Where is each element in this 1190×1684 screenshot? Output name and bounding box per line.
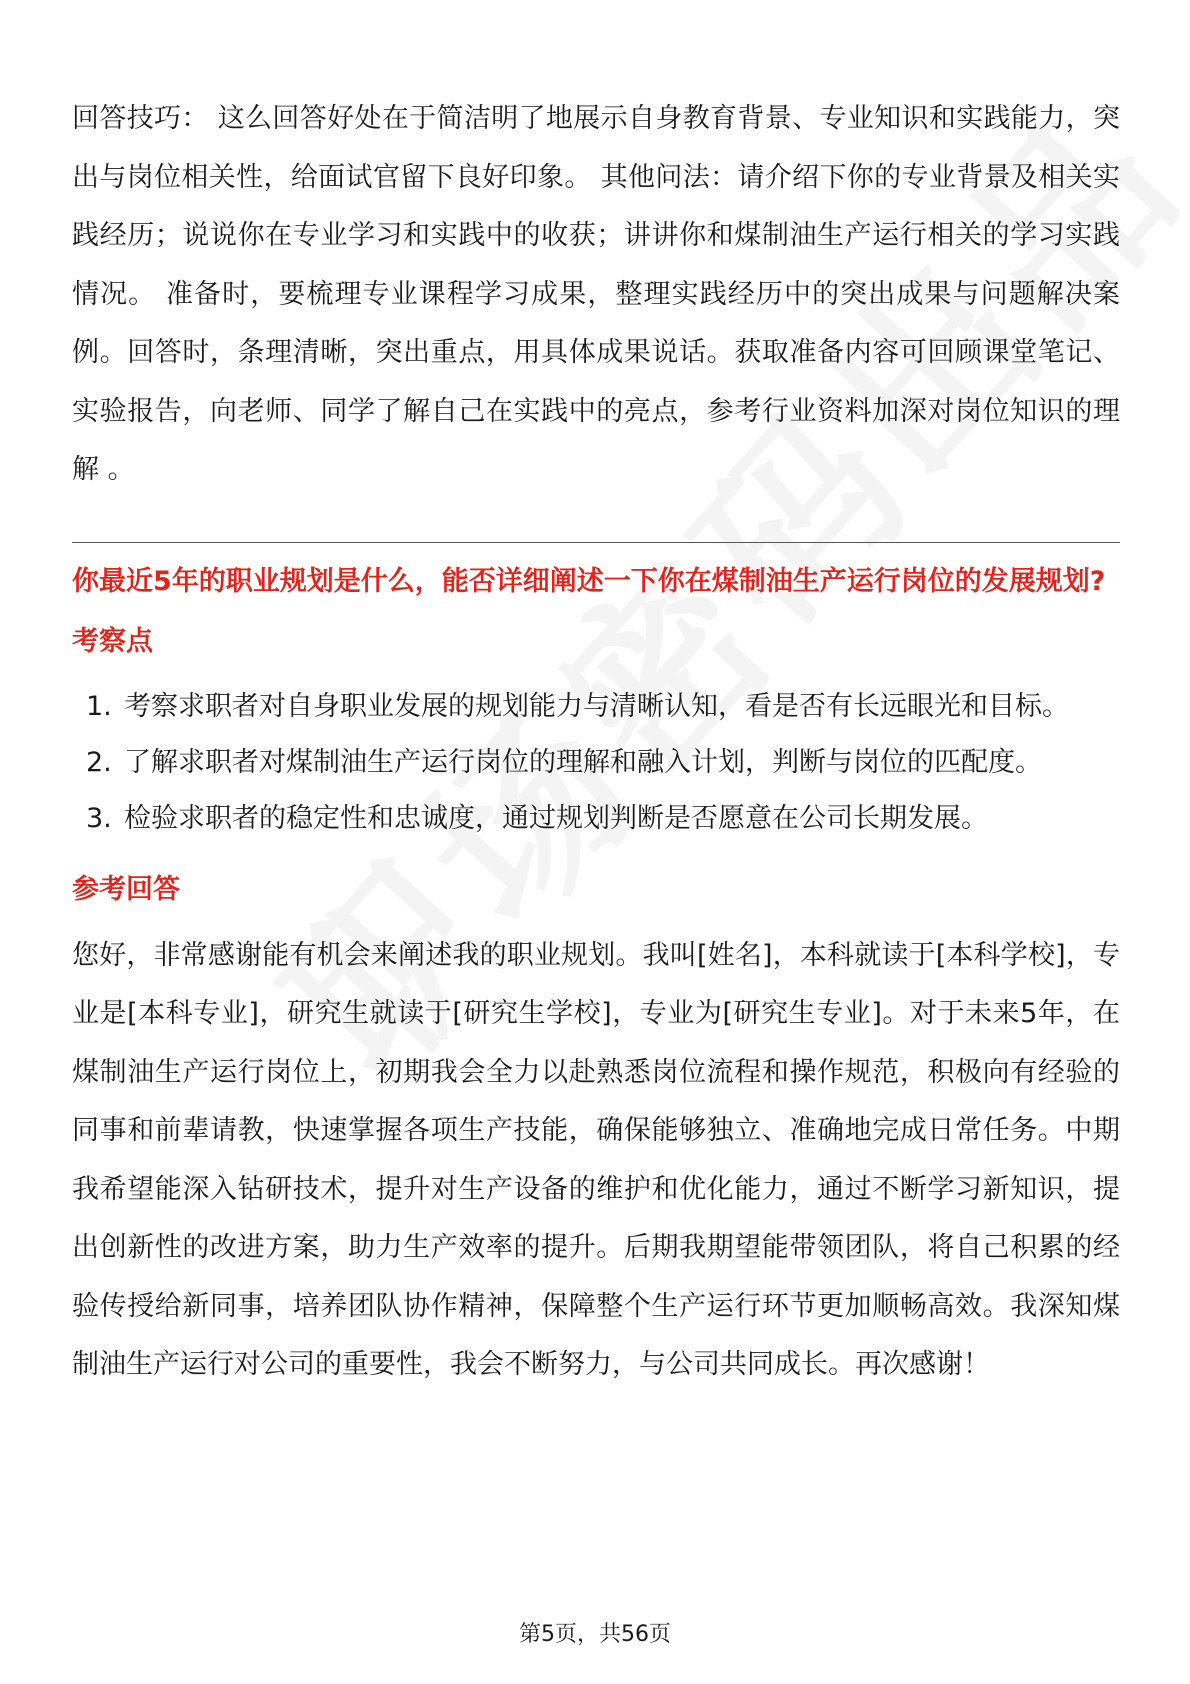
page-content xyxy=(72,90,1120,1395)
section-divider xyxy=(72,542,1120,543)
list-item-number: 1. xyxy=(86,690,112,722)
list-item-number: 3. xyxy=(86,802,112,834)
list-item-number: 2. xyxy=(86,746,112,778)
list-item xyxy=(72,735,1120,791)
list-item-text: 了解求职者对煤制油生产运行岗位的理解和融入计划，判断与岗位的匹配度。 xyxy=(124,746,1042,778)
assessment-title: 考察点 xyxy=(72,625,153,657)
list-item-text: 检验求职者的稳定性和忠诚度，通过规划判断是否愿意在公司长期发展。 xyxy=(124,802,988,834)
answer-paragraph: 您好，非常感谢能有机会来阐述我的职业规划。我叫[姓名]，本科就读于[本科学校]，专业是[本科专业]，研究生就读于[研究生学校]，专业为[研究生专业]。对于未来5年，在煤制油生产运行岗位上，初期我会全力以赴熟悉岗位流程和操作规范，积极向有经验的同事和前辈请教，快速掌握各项生产技能，确保能够独立、准确地完成日常任务。中期我希望能深入钻研技术，提升对生产设备的维护和优化能力，通过不断学习新知识，提出创新性的改进方案，助力生产效率的提升。后期我期望能带领团队，将自己积累的经验传授给新同事，培养团队协作精神，保障整个生产运行环节更加顺畅高效。我深知煤制油生产运行对公司的重要性，我会不断努力，与公司共同成长。再次感谢！ xyxy=(72,939,1120,1380)
question-heading: 你最近5年的职业规划是什么，能否详细阐述一下你在煤制油生产运行岗位的发展规划? xyxy=(72,565,1106,597)
page-footer: 第5页，共56页 xyxy=(519,1622,671,1647)
list-item xyxy=(72,679,1120,735)
assessment-list xyxy=(72,679,1120,847)
intro-paragraph: 回答技巧： 这么回答好处在于简洁明了地展示自身教育背景、专业知识和实践能力，突出与岗位相关性，给面试官留下良好印象。 其他问法：请介绍下你的专业背景及相关实践经历；说说你在专业学习和实践中的收获；讲讲你和煤制油生产运行相关的学习实践情况。 准备时，要梳理专业课程学习成果，整理实践经历中的突出成果与问题解决案例。回答时，条理清晰，突出重点，用具体成果说话。获取准备内容可回顾课堂笔记、实验报告，向老师、同学了解自己在实践中的亮点，参考行业资料加深对岗位知识的理解 。 xyxy=(72,103,1120,485)
answer-title: 参考回答 xyxy=(72,873,180,905)
list-item-text: 考察求职者对自身职业发展的规划能力与清晰认知，看是否有长远眼光和目标。 xyxy=(124,690,1069,722)
list-item xyxy=(72,791,1120,847)
